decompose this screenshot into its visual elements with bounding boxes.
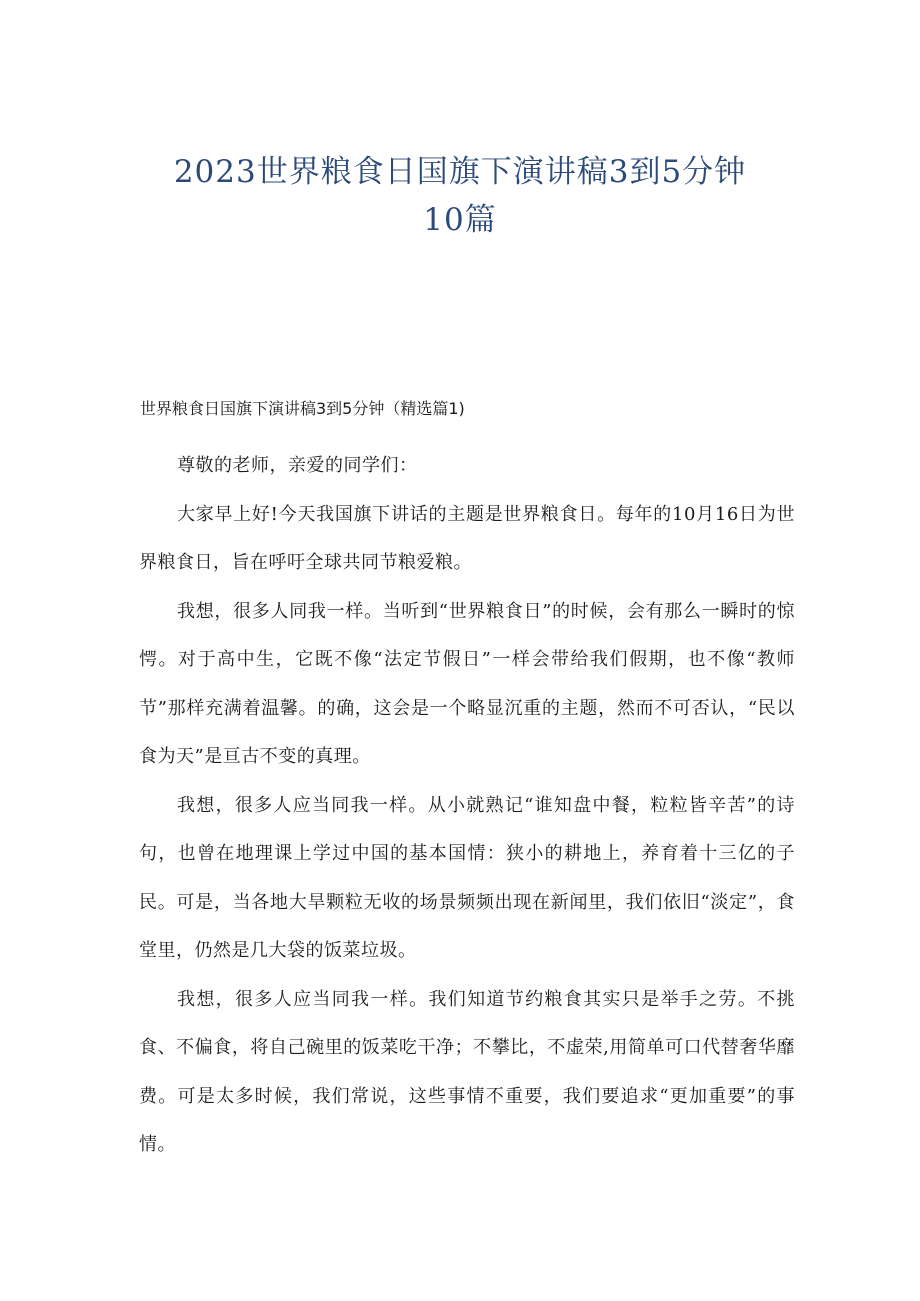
paragraph-salutation: 尊敬的老师，亲爱的同学们： xyxy=(177,455,418,476)
document-title xyxy=(0,148,920,244)
section-heading: 世界粮食日国旗下演讲稿3到5分钟（精选篇1) xyxy=(140,399,465,418)
paragraph-body: 我想，很多人应当同我一样。从小就熟记“谁知盘中餐，粒粒皆辛苦”的诗句，也曾在地理课上学过中国的基本国情：狭小的耕地上，养育着十三亿的子民。可是，当各地大旱颗粒无收的场景频频出现在新闻里，我们依旧“淡定”，食堂里，仍然是几大袋的饭菜垃圾。 xyxy=(139,794,795,961)
paragraph-body: 我想，很多人应当同我一样。我们知道节约粮食其实只是举手之劳。不挑食、不偏食，将自己碗里的饭菜吃干净；不攀比，不虚荣,用简单可口代替奢华靡费。可是太多时候，我们常说，这些事情不重要，我们要追求“更加重要”的事情。 xyxy=(139,988,795,1155)
body-text xyxy=(139,442,795,1170)
paragraph-body: 我想，很多人同我一样。当听到“世界粮食日”的时候，会有那么一瞬时的惊愕。对于高中生，它既不像“法定节假日”一样会带给我们假期，也不像“教师节”那样充满着温馨。的确，这会是一个略显沉重的主题，然而不可否认，“民以食为天”是亘古不变的真理。 xyxy=(139,600,795,767)
title-line-1: 2023世界粮食日国旗下演讲稿3到5分钟 xyxy=(173,154,747,190)
title-line-2: 10篇 xyxy=(423,202,497,238)
paragraph-greeting: 大家早上好!今天我国旗下讲话的主题是世界粮食日。每年的10月16日为世界粮食日，旨在呼吁全球共同节粮爱粮。 xyxy=(139,503,795,573)
